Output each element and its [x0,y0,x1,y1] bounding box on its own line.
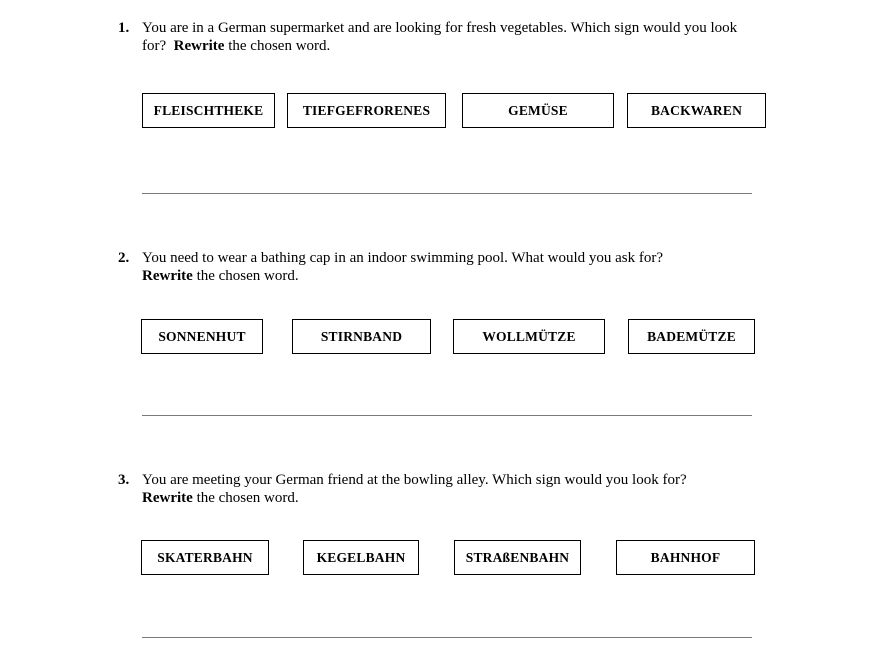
question-2-option-1[interactable]: SONNENHUT [141,319,263,354]
question-1-answer-line[interactable] [142,193,752,194]
question-1-text-line1: You are in a German supermarket and are looking for fresh vegetables. Which sign would you look [142,20,738,36]
question-3-rewrite-emphasis: Rewrite [142,490,193,506]
question-1-line2-suffix: the chosen word. [224,38,331,54]
question-2-number: 2. [118,250,130,266]
question-1-rewrite-emphasis: Rewrite [173,38,225,54]
question-3-option-4[interactable]: BAHNHOF [616,540,755,575]
question-1-text-line2 [142,37,330,55]
question-1-line2-prefix: for? [142,38,174,54]
question-1-option-1[interactable]: FLEISCHTHEKE [142,93,275,128]
question-1-option-3[interactable]: GEMÜSE [462,93,614,128]
question-2-text-line1: You need to wear a bathing cap in an indoor swimming pool. What would you ask for? [142,250,664,266]
question-2-line2-suffix: the chosen word. [192,268,299,284]
question-1-option-2[interactable]: TIEFGEFRORENES [287,93,446,128]
question-2-option-2[interactable]: STIRNBAND [292,319,431,354]
question-3-number: 3. [118,472,130,488]
question-3-line2-suffix: the chosen word. [192,490,299,506]
question-2-answer-line[interactable] [142,415,752,416]
question-2-rewrite-emphasis: Rewrite [142,268,193,284]
question-1-option-4[interactable]: BACKWAREN [627,93,766,128]
question-3-answer-line[interactable] [142,637,752,638]
question-3-option-3[interactable]: STRAßENBAHN [454,540,581,575]
question-3-option-2[interactable]: KEGELBAHN [303,540,419,575]
question-2-option-4[interactable]: BADEMÜTZE [628,319,755,354]
question-3-option-1[interactable]: SKATERBAHN [141,540,269,575]
question-1-number: 1. [118,20,130,36]
question-2-text-line2 [142,267,299,285]
question-3-text-line2 [142,489,299,507]
question-2-option-3[interactable]: WOLLMÜTZE [453,319,605,354]
question-3-text-line1: You are meeting your German friend at the bowling alley. Which sign would you look for? [142,472,687,488]
